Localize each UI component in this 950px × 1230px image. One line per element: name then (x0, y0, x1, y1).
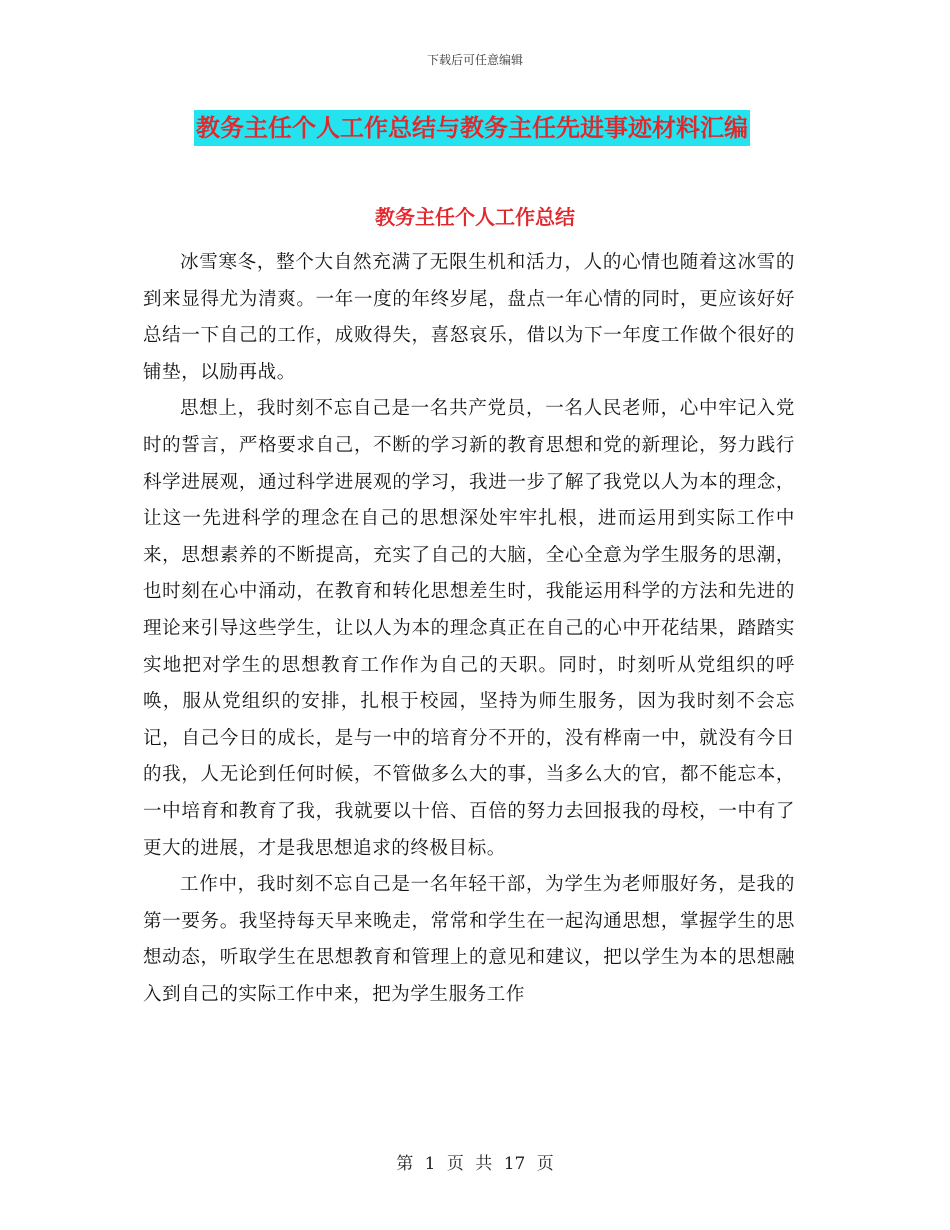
paragraph-intro: 冰雪寒冬，整个大自然充满了无限生机和活力，人的心情也随着这冰雪的到来显得尤为清爽。一年一度的年终岁尾，盘点一年心情的同时，更应该好好总结一下自己的工作，成败得失，喜怒哀乐，借以为下一年度工作做个很好的铺垫，以励再战。 (143, 252, 795, 383)
header-note: 下载后可任意编辑 (426, 53, 523, 67)
paragraph-thought: 思想上，我时刻不忘自己是一名共产党员，一名人民老师，心中牢记入党时的誓言，严格要求自己，不断的学习新的教育思想和党的新理论，努力践行科学进展观，通过科学进展观的学习，我进一步了解了我党以人为本的理念，让这一先进科学的理念在自己的思想深处牢牢扎根，进而运用到实际工作中来，思想素养的不断提高，充实了自己的大脑，全心全意为学生服务的思潮，也时刻在心中涌动，在教育和转化思想差生时，我能运用科学的方法和先进的理论来引导这些学生，让以人为本的理念真正在自己的心中开花结果，踏踏实实地把对学生的思想教育工作作为自己的天职。同时，时刻听从党组织的呼唤，服从党组织的安排，扎根于校园，坚持为师生服务，因为我时刻不会忘记，自己今日的成长，是与一中的培育分不开的，没有桦南一中，就没有今日的我，人无论到任何时候，不管做多么大的事，当多么大的官，都不能忘本，一中培育和教育了我，我就要以十倍、百倍的努力去回报我的母校，一中有了更大的进展，才是我思想追求的终极目标。 (143, 398, 795, 859)
main-title: 教务主任个人工作总结与教务主任先进事迹材料汇编 (194, 110, 750, 146)
paragraph-work: 工作中，我时刻不忘自己是一名年轻干部，为学生为老师服好务，是我的第一要务。我坚持每天早来晚走，常常和学生在一起沟通思想，掌握学生的思想动态，听取学生在思想教育和管理上的意见和建议，把以学生为本的思想融入到自己的实际工作中来，把为学生服务工作 (143, 874, 795, 1005)
section-title: 教务主任个人工作总结 (375, 205, 575, 229)
document-body (143, 245, 795, 1013)
main-title-container (194, 110, 750, 146)
page-footer: 第 1 页 共 17 页 (396, 1154, 554, 1174)
